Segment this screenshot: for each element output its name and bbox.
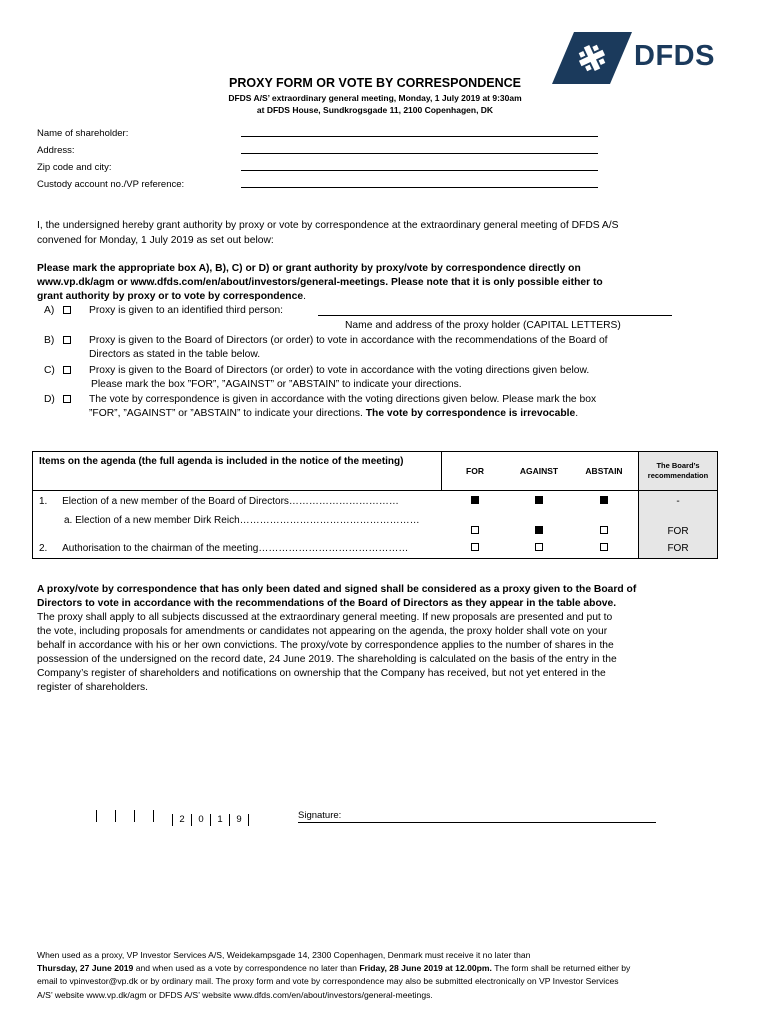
option-d-irrevocable: The vote by correspondence is irrevocable [365, 408, 576, 419]
row2-text: a. Election of a new member Dirk Reich……………………………………………… [33, 513, 442, 539]
body-bold-2: Directors to vote in accordance with the recommendations of the Board of Directors as they appear in the table above. [37, 598, 617, 609]
table-row [33, 513, 718, 539]
header-items: Items on the agenda (the full agenda is included in the notice of the meeting) [33, 452, 442, 491]
proxy-holder-caption: Name and address of the proxy holder (CAPITAL LETTERS) [345, 320, 621, 331]
header-for: FOR [442, 452, 509, 491]
table-row [33, 539, 718, 559]
option-d-text-2: ”FOR”, ”AGAINST” or ”ABSTAIN” to indicate your directions. [89, 408, 363, 419]
meeting-subtitle: DFDS A/S’ extraordinary general meeting, Monday, 1 July 2019 at 9:30am [228, 93, 522, 103]
header-abstain: ABSTAIN [570, 452, 639, 491]
footer-vote-deadline: Friday, 28 June 2019 at 12.00pm. [359, 963, 492, 974]
body-line-5: Company’s register of shareholders and notifications on ownership that the Company has received, but not yet entered in the [37, 668, 606, 679]
row1-item [33, 491, 442, 513]
body-line-3: behalf in accordance with his or her own convictions. The proxy/vote by correspondence applies to the number of shares in the [37, 640, 614, 651]
header-rec-line-1: The Board’s [656, 461, 700, 470]
option-a-checkbox[interactable] [63, 306, 71, 314]
instructions-line-3: grant authority by proxy or to vote by correspondence [37, 291, 304, 302]
form-title: PROXY FORM OR VOTE BY CORRESPONDENCE [229, 76, 521, 90]
shareholder-name-field[interactable] [241, 136, 598, 137]
row3-text: Authorisation to the chairman of the meeting……………………………………… [62, 542, 409, 554]
option-c-label: C) [44, 365, 55, 376]
option-d-label: D) [44, 394, 55, 405]
option-a-label: A) [44, 305, 55, 316]
option-b-label: B) [44, 335, 55, 346]
date-day-1[interactable] [96, 810, 115, 822]
option-d-checkbox[interactable] [63, 395, 71, 403]
header-rec-line-2: recommendation [647, 471, 709, 480]
signature-field[interactable] [298, 822, 656, 823]
body-bold-1: A proxy/vote by correspondence that has only been dated and signed shall be considered as a proxy given to the Board of [37, 584, 637, 595]
table-header-row [33, 452, 718, 491]
footer-line-2-mid: and when used as a vote by correspondence no later than [135, 963, 357, 974]
option-c-text-2: Please mark the box ”FOR”, ”AGAINST” or ”ABSTAIN” to indicate your directions. [91, 379, 462, 390]
custody-label: Custody account no./VP reference: [37, 179, 185, 190]
body-line-2: the vote, including proposals for amendments or candidates not appearing on the agenda, the proxy holder shall vote on your [37, 626, 608, 637]
footer-line-1: When used as a proxy, VP Investor Services A/S, Weidekampsgade 14, 2300 Copenhagen, Denmark must receive it no later than [37, 950, 531, 960]
intro-line-2: convened for Monday, 1 July 2019 as set out below: [37, 235, 274, 246]
footer-proxy-deadline: Thursday, 27 June 2019 [37, 963, 134, 974]
row2-recommendation: FOR [639, 513, 718, 539]
row3-for-checkbox[interactable] [471, 543, 479, 551]
row1-num: 1. [39, 496, 48, 508]
row1-recommendation: - [639, 491, 718, 513]
signature-label: Signature: [298, 810, 342, 821]
date-month-1[interactable] [134, 810, 153, 822]
option-a-text: Proxy is given to an identified third person: [89, 305, 284, 316]
row1-abstain-checkbox[interactable] [600, 496, 608, 504]
date-month-2[interactable] [153, 810, 172, 822]
option-b-text-2: Directors as stated in the table below. [89, 349, 261, 360]
date-day-2[interactable] [115, 810, 134, 822]
row1-against-checkbox[interactable] [535, 496, 543, 504]
row2-against-checkbox[interactable] [535, 526, 543, 534]
zip-label: Zip code and city: [37, 162, 112, 173]
option-d-text-1: The vote by correspondence is given in accordance with the voting directions given below. Please mark the box [89, 394, 597, 405]
header-against: AGAINST [508, 452, 570, 491]
date-year-4: 9 [229, 814, 249, 826]
date-year-3: 1 [210, 814, 229, 826]
body-line-4: possession of the undersigned on the record date, 24 June 2019. The shareholding is calculated on the basis of the entry in the [37, 654, 617, 665]
agenda-table [32, 451, 718, 559]
date-year-2: 0 [191, 814, 210, 826]
row3-abstain-checkbox[interactable] [600, 543, 608, 551]
instructions-line-1: Please mark the appropriate box A), B), C) or D) or grant authority by proxy/vote by correspondence directly on [37, 263, 581, 274]
footer-note [37, 949, 737, 1002]
row3-against-checkbox[interactable] [535, 543, 543, 551]
body-line-6: register of shareholders. [37, 682, 149, 693]
body-line-1: The proxy shall apply to all subjects discussed at the extraordinary general meeting. If new proposals are presented and put to [37, 612, 613, 623]
row2-for-checkbox[interactable] [471, 526, 479, 534]
option-b-checkbox[interactable] [63, 336, 71, 344]
proxy-holder-field[interactable] [318, 315, 672, 316]
option-c-checkbox[interactable] [63, 366, 71, 374]
date-field[interactable] [96, 810, 249, 823]
row1-for-checkbox[interactable] [471, 496, 479, 504]
logo-text: DFDS [634, 40, 715, 72]
footer-line-4: A/S’ website www.vp.dk/agm or DFDS A/S’ website www.dfds.com/en/about/investors/general-meetings. [37, 989, 433, 1000]
address-label: Address: [37, 145, 75, 156]
footer-line-2-end: The form shall be returned either by [494, 963, 631, 974]
custody-field[interactable] [241, 187, 598, 188]
table-row [33, 491, 718, 513]
zip-field[interactable] [241, 170, 598, 171]
meeting-location: at DFDS House, Sundkrogsgade 11, 2100 Copenhagen, DK [256, 105, 494, 115]
shareholder-name-label: Name of shareholder: [37, 128, 129, 139]
option-b-text-1: Proxy is given to the Board of Directors (or order) to vote in accordance with the recommendations of the Board of [89, 335, 608, 346]
address-field[interactable] [241, 153, 598, 154]
row3-num: 2. [39, 542, 48, 554]
row3-recommendation: FOR [639, 539, 718, 559]
row1-text: Election of a new member of the Board of Directors…………………………… [62, 496, 399, 508]
date-year-1: 2 [172, 814, 191, 826]
row3-item [33, 539, 442, 559]
header-recommendation [639, 452, 718, 491]
row2-abstain-checkbox[interactable] [600, 526, 608, 534]
instructions-line-2: www.vp.dk/agm or www.dfds.com/en/about/investors/general-meetings. Please note that it is only possible either to [37, 277, 603, 288]
intro-line-1: I, the undersigned hereby grant authority by proxy or vote by correspondence at the extraordinary general meeting of DFDS A/S [37, 220, 619, 231]
option-c-text-1: Proxy is given to the Board of Directors (or order) to vote in accordance with the voting directions given below. [89, 365, 590, 376]
footer-line-3: email to vpinvestor@vp.dk or by ordinary mail. The proxy form and vote by correspondence may also be submitted electronically on VP Investor Services [37, 976, 619, 987]
